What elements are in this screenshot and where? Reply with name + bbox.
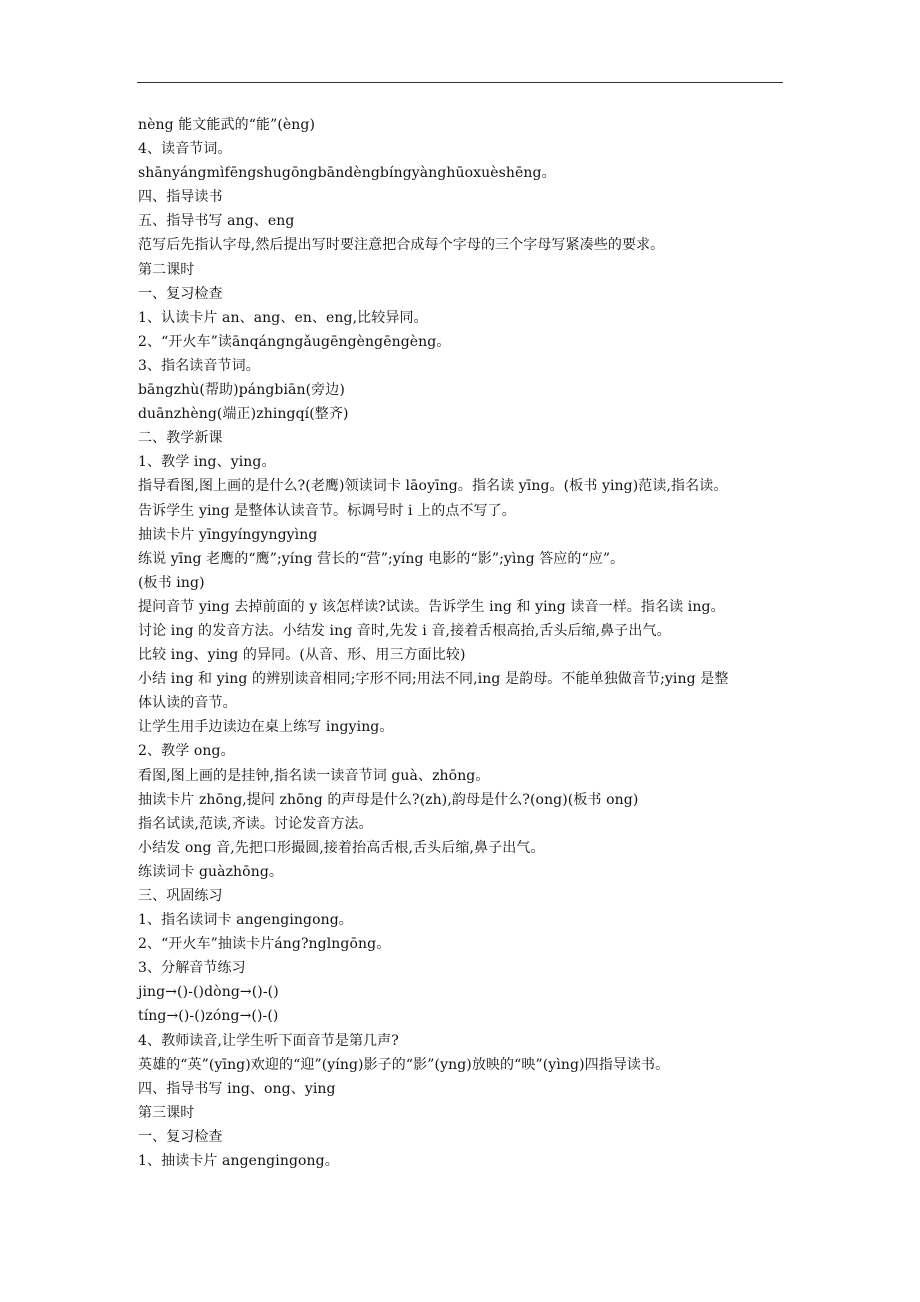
text-line: 2、教学 ong。 — [138, 743, 235, 760]
text-line: 3、分解音节练习 — [138, 960, 246, 977]
text-line: 四、指导书写 ing、ong、ying — [138, 1080, 336, 1097]
text-line: 体认读的音节。 — [138, 695, 237, 712]
header-rule — [137, 82, 783, 83]
text-line: 抽读卡片 yīngyíngyngyìng — [138, 526, 318, 543]
text-line: 看图,图上画的是挂钟,指名读一读音节词 guà、zhōng。 — [138, 767, 490, 784]
text-line: 第三课时 — [138, 1104, 195, 1121]
text-line: 指名试读,范读,齐读。讨论发音方法。 — [138, 815, 373, 832]
text-line: 1、认读卡片 an、ang、en、eng,比较异同。 — [138, 309, 428, 326]
text-line: 让学生用手边读边在桌上练写 ingying。 — [138, 719, 394, 736]
text-line: 指导看图,图上画的是什么?(老鹰)领读词卡 lāoyīng。指名读 yīng。(板书 ying)范读,指名读。 — [138, 478, 728, 495]
text-line: 练说 yīng 老鹰的“鹰”;yíng 营长的“营”;yíng 电影的“影”;yìng 答应的“应”。 — [138, 550, 625, 567]
text-line: 第二课时 — [138, 261, 195, 278]
text-line: 小结 ing 和 ying 的辨别读音相同;字形不同;用法不同,ing 是韵母。不能单独做音节;ying 是整 — [138, 671, 729, 688]
text-line: 二、教学新课 — [138, 430, 223, 447]
text-line: 2、“开火车”读ānqángngǎugēngèngēngèng。 — [138, 333, 451, 350]
text-line: bāngzhù(帮助)pángbiān(旁边) — [138, 382, 345, 399]
text-line: 范写后先指认字母,然后提出写时要注意把合成每个字母的三个字母写紧凑些的要求。 — [138, 237, 665, 254]
text-line: duānzhèng(端正)zhingqí(整齐) — [138, 406, 349, 423]
text-line: 练读词卡 guàzhōng。 — [138, 863, 283, 880]
text-line: 1、教学 ing、ying。 — [138, 454, 276, 471]
text-line: 一、复习检查 — [138, 1128, 223, 1145]
text-line: 抽读卡片 zhōng,提问 zhōng 的声母是什么?(zh),韵母是什么?(ong)(板书 ong) — [138, 791, 639, 808]
text-line: 3、指名读音节词。 — [138, 357, 260, 374]
text-line: 一、复习检查 — [138, 285, 223, 302]
text-line: 1、抽读卡片 angengingong。 — [138, 1153, 339, 1170]
text-line: 四、指导读书 — [138, 189, 223, 206]
text-line: 提问音节 ying 去掉前面的 y 该怎样读?试读。告诉学生 ing 和 ying 读音一样。指名读 ing。 — [138, 598, 725, 615]
text-line: 讨论 ing 的发音方法。小结发 ing 音时,先发 i 音,接着舌根高抬,舌头后缩,鼻子出气。 — [138, 622, 671, 639]
text-line: nèng 能文能武的“能”(èng) — [138, 117, 316, 133]
text-line: (板书 ing) — [138, 574, 205, 591]
text-line: 4、教师读音,让学生听下面音节是第几声? — [138, 1032, 399, 1049]
text-line: 五、指导书写 ang、eng — [138, 213, 295, 230]
document-body — [138, 113, 788, 1173]
text-line: 告诉学生 ying 是整体认读音节。标调号时 i 上的点不写了。 — [138, 502, 516, 519]
text-line: 小结发 ong 音,先把口形撮圆,接着抬高舌根,舌头后缩,鼻子出气。 — [138, 839, 545, 856]
text-line: 英雄的“英”(yīng)欢迎的“迎”(yíng)影子的“影”(yng)放映的“映”(yìng)四指导读书。 — [138, 1056, 670, 1073]
text-line: 1、指名读词卡 angengingong。 — [138, 912, 353, 929]
text-line: 2、“开火车”抽读卡片áng?nglngōng。 — [138, 936, 391, 953]
text-line: tíng→()-()zóng→()-() — [138, 1008, 279, 1025]
text-line: shānyángmìfēngshugōngbāndèngbíngyànghūoxuèshēng。 — [138, 165, 556, 182]
text-line: jing→()-()dòng→()-() — [138, 984, 279, 1001]
text-line: 三、巩固练习 — [138, 888, 223, 904]
text-line: 4、读音节词。 — [138, 141, 232, 158]
text-line: 比较 ing、ying 的异同。(从音、形、用三方面比较) — [138, 647, 466, 664]
